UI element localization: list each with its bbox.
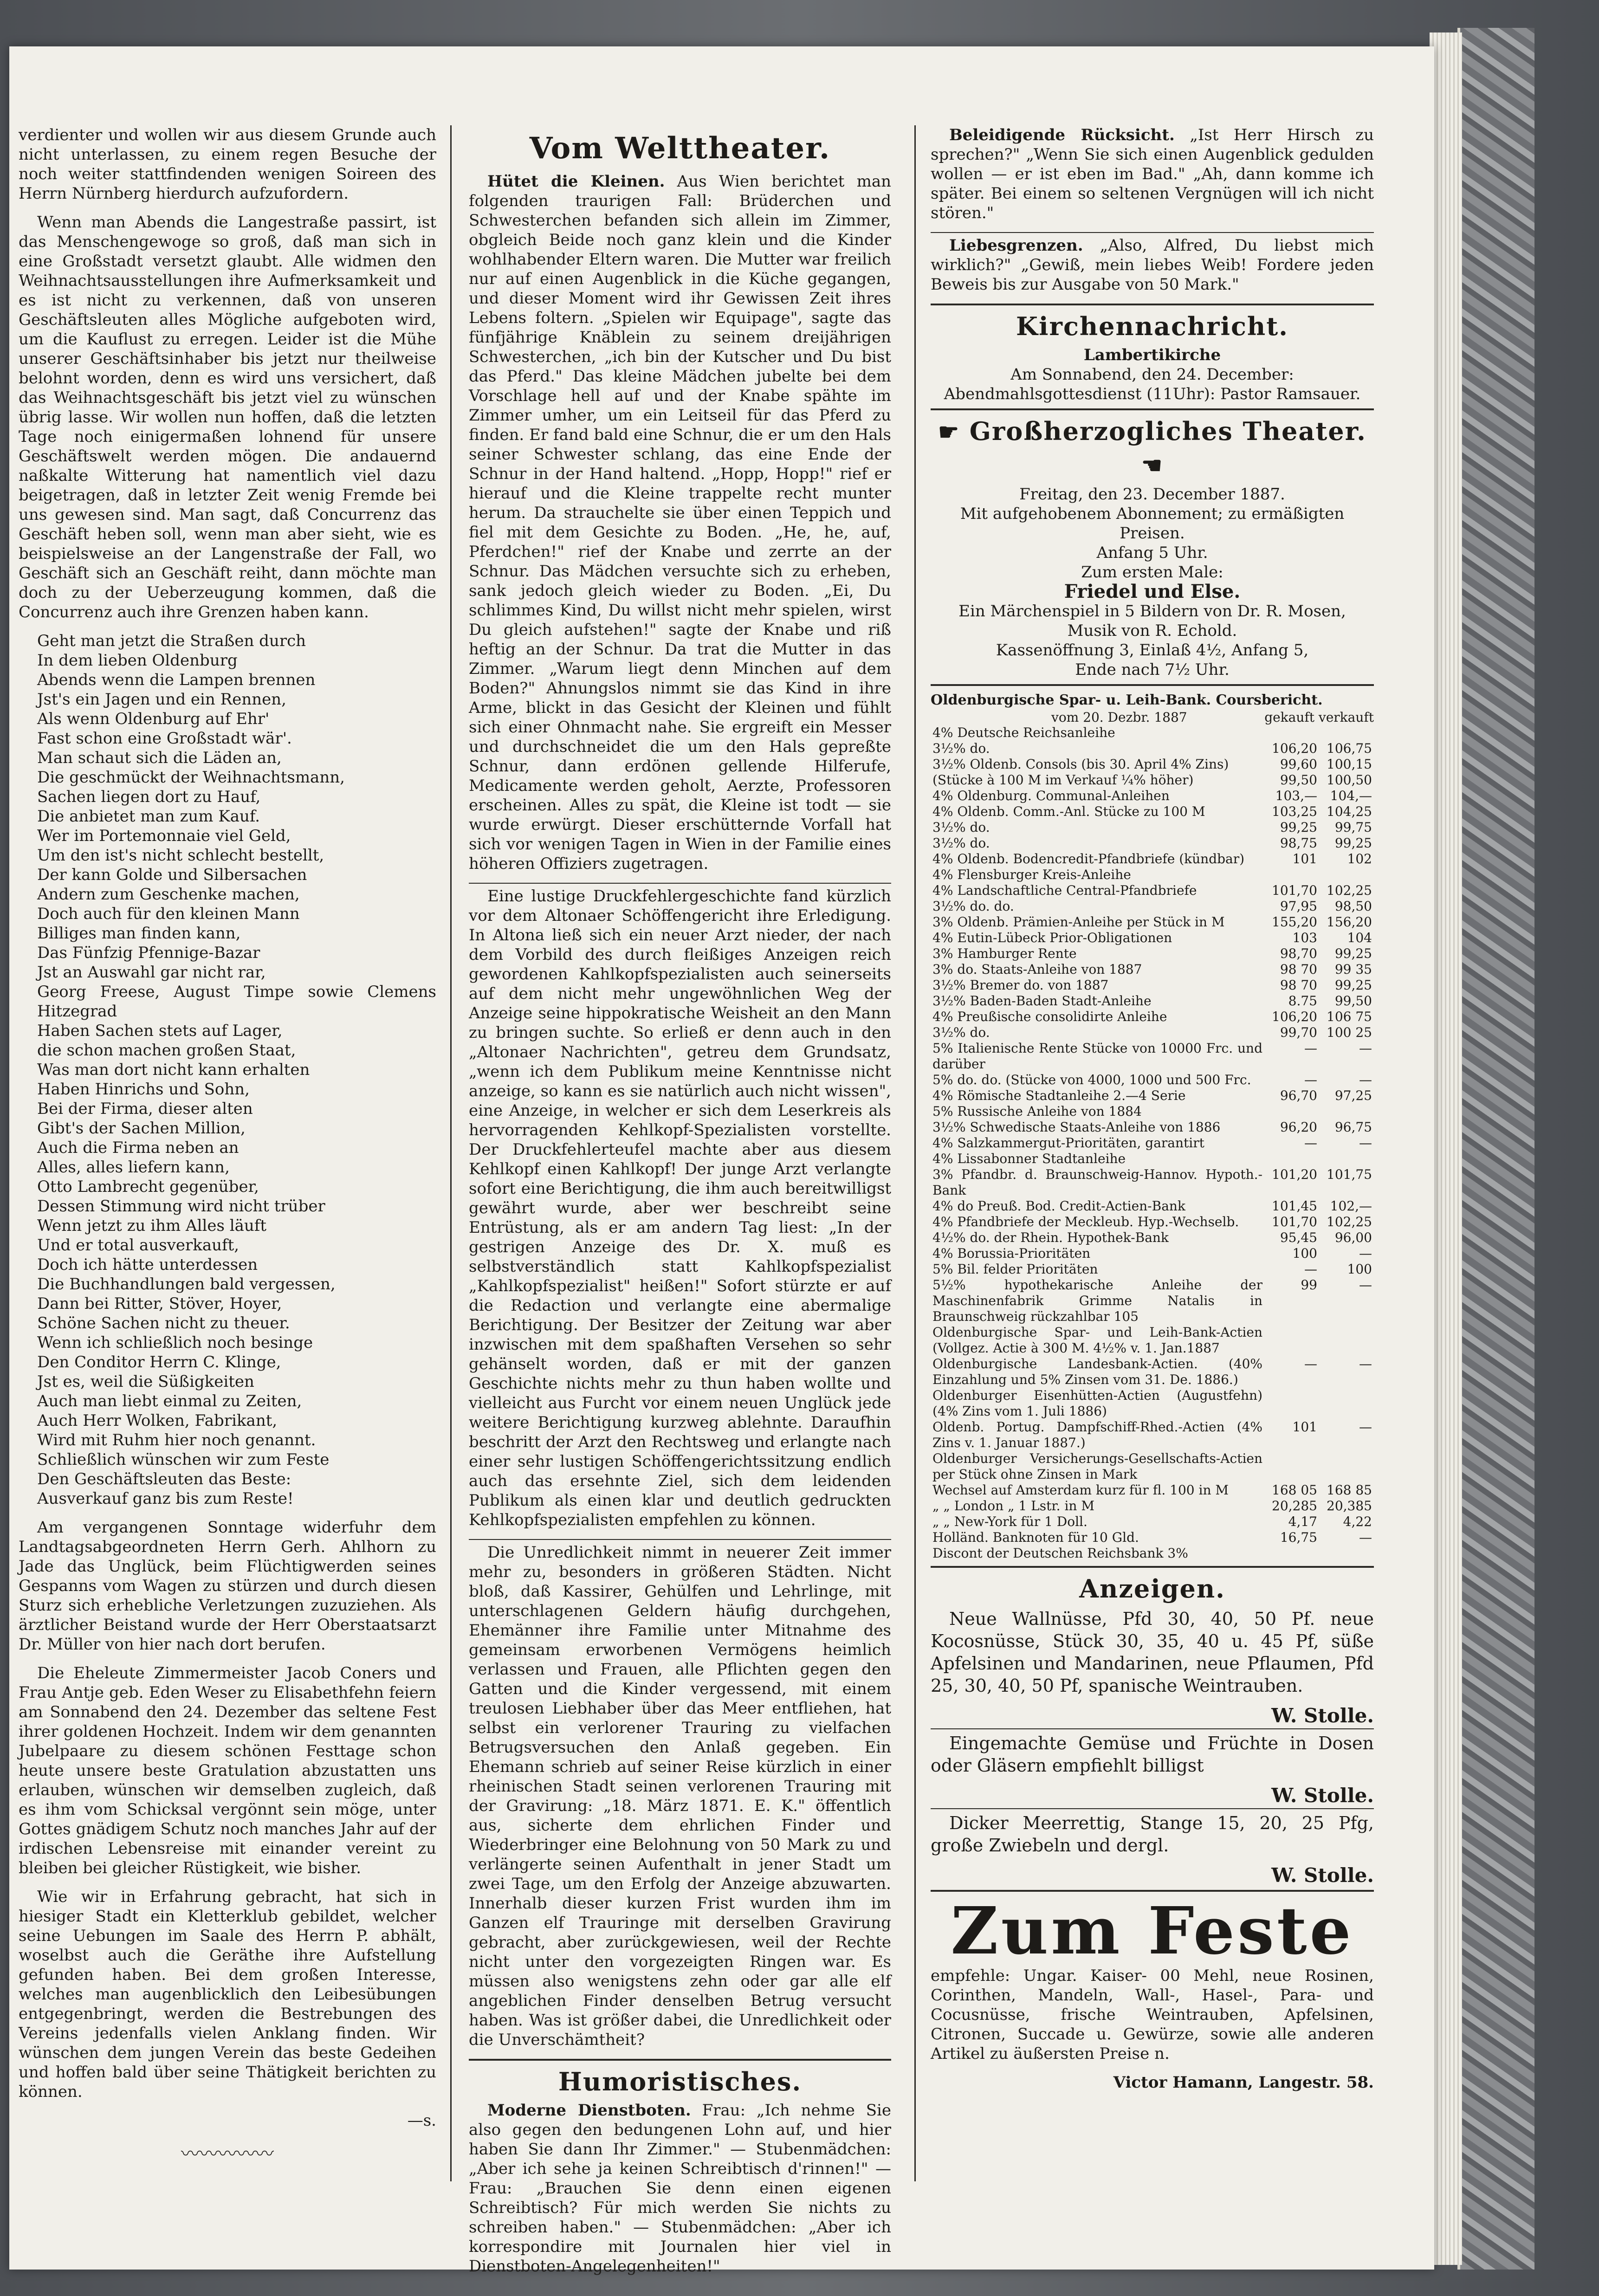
price-sell: 20,385: [1327, 1498, 1372, 1513]
divider: [469, 2059, 891, 2061]
poem-line: Was man dort nicht kann erhalten: [37, 1061, 310, 1079]
theater-line-3: Anfang 5 Uhr.: [1096, 543, 1208, 562]
table-row: [931, 1088, 1374, 1104]
security-name: 4% Oldenburg. Communal-Anleihen: [932, 788, 1170, 803]
poem-line: Die Buchhandlungen bald vergessen,: [37, 1275, 336, 1294]
ad-2: Eingemachte Gemüse und Früchte in Dosen oder Gläsern empfiehlt billigst: [931, 1733, 1374, 1776]
table-row: [931, 1419, 1374, 1451]
price-sell: [1319, 1388, 1374, 1419]
divider: [931, 304, 1374, 305]
price-buy: 98 70: [1280, 962, 1317, 977]
theater-line-8: Kassenöffnung 3, Einlaß 4½, Anfang 5,: [996, 641, 1309, 660]
table-row: [931, 788, 1374, 804]
price-buy: 95,45: [1280, 1230, 1317, 1245]
price-buy: 97,95: [1280, 899, 1317, 914]
table-row: [931, 883, 1374, 899]
price-buy: [1264, 867, 1319, 883]
price-buy: 101,70: [1272, 1214, 1317, 1229]
table-row: [931, 1072, 1374, 1088]
poem-line: Auch die Firma neben an: [37, 1138, 239, 1157]
price-sell: [1319, 1151, 1374, 1167]
ad-1: Neue Wallnüsse, Pfd 30, 40, 50 Pf. neue Kocosnüsse, Stück 30, 35, 40 u. 45 Pf, süße Apfelsinen und Mandarinen, neue Pflaumen, Pfd 25, 30, 40, 50 Pf, spanische Weintrauben.: [931, 1609, 1374, 1696]
theater-play-title: Friedel und Else.: [1064, 581, 1241, 602]
security-name: 4% Eutin-Lübeck Prior-Obligationen: [932, 930, 1172, 945]
security-name: Oldenb. Portug. Dampfschiff-Rhed.-Actien (4% Zins v. 1. Januar 1887.): [932, 1419, 1262, 1450]
ornament-divider: 〰〰〰〰〰: [181, 2143, 274, 2165]
security-name: 3% Pfandbr. d. Braunschweig-Hannov. Hypoth.-Bank: [932, 1167, 1262, 1198]
price-buy: 101,20: [1272, 1167, 1317, 1182]
table-row: [931, 1498, 1374, 1514]
price-buy: 98,75: [1280, 835, 1317, 851]
table-row: [931, 757, 1374, 772]
table-row: [931, 1230, 1374, 1246]
poem-line: Gibt's der Sachen Million,: [37, 1119, 246, 1138]
theater-line-9: Ende nach 7½ Uhr.: [1075, 660, 1230, 679]
table-row: [931, 804, 1374, 820]
joke-1: „Ist Herr Hirsch zu sprechen?" „Wenn Sie sich einen Augenblick gedulden wollen — er ist eben im Bad." „Ah, dann komme ich später. Bei einem so seltenen Vergnügen will ich nicht stören.": [931, 126, 1374, 222]
column-rule-1: [450, 125, 452, 2181]
table-row: [931, 820, 1374, 835]
security-name: Wechsel auf Amsterdam kurz für fl. 100 in M: [932, 1482, 1229, 1498]
paragraph-weihnachten: Wenn man Abends die Langestraße passirt, ist das Menschengewoge so groß, daß man sich in eine Großstadt versetzt glaubt. Alle widmen den Weihnachtsausstellungen ihre Aufmerksamkeit und es ist nicht zu verkennen, daß von unseren Geschäftsleuten alles Mögliche aufgeboten wird, um die Kauflust zu erregen. Leider ist die Mühe unserer Geschäftsinhaber bis jetzt nur theilweise belohnt worden, denn es wird uns versichert, daß das Weihnachtsgeschäft bis jetzt viel zu wünschen übrig lasse. Wir wollen nun hoffen, daß die letzten Tage noch einigermaßen lohnend für unsere Geschäftswelt werden mögen. Die andauernd naßkalte Witterung hat namentlich viel dazu beigetragen, daß in letzter Zeit wenig Fremde bei uns gewesen sind. Man sagt, daß Concurrenz das Geschäft heben soll, wenn man aber sieht, wie es beispielsweise an der Langenstraße der Fall, wo Geschäft sich an Geschäft reiht, dann möchte man doch zu der Ueberzeugung kommen, daß die Concurrenz auch ihre Grenzen haben kann.: [19, 213, 436, 621]
table-row: [931, 962, 1374, 977]
price-sell: 99,25: [1334, 946, 1372, 961]
poem-line: Jst es, weil die Süßigkeiten: [37, 1372, 254, 1391]
poem-line: Abends wenn die Lampen brennen: [37, 671, 316, 689]
table-row: [931, 1261, 1374, 1277]
security-name: 4% Landschaftliche Central-Pfandbriefe: [932, 883, 1197, 898]
security-name: 3½% do.: [932, 1025, 990, 1040]
price-buy: 103,—: [1275, 788, 1317, 803]
paragraph-goldene-hochzeit: Die Eheleute Zimmermeister Jacob Coners und Frau Antje geb. Eden Weser zu Elisabethfehn feiern am Sonnabend den 24. Dezember das seltene Fest ihrer goldenen Hochzeit. Indem wir dem genannten Jubelpaare zu diesem schönen Festtage schon heute unsere beste Gratulation abzustatten uns erlauben, wünschen wir demselben zugleich, daß es ihm vom Schicksal vergönnt sein möge, unter Gottes gnädigem Schutz noch manches Jahr auf der irdischen Lebensreise mit einander vereint zu bleiben bei gleicher Rüstigkeit, wie bisher.: [19, 1664, 436, 1877]
table-row: [931, 1325, 1374, 1356]
article-head-kleinen: Hütet die Kleinen.: [487, 172, 665, 191]
bank-col-buy: gekauft: [1264, 710, 1314, 725]
price-sell: —: [1359, 1356, 1372, 1371]
price-sell: 100: [1347, 1261, 1372, 1277]
price-buy: 103,25: [1272, 804, 1317, 819]
security-name: Holländ. Banknoten für 10 Gld.: [932, 1530, 1139, 1545]
price-buy: 99,70: [1280, 1025, 1317, 1040]
divider: [931, 684, 1374, 686]
poem-line: Auch man liebt einmal zu Zeiten,: [37, 1392, 302, 1410]
divider: [469, 1539, 891, 1540]
price-sell: 96,75: [1334, 1119, 1372, 1135]
poem-line: Andern zum Geschenke machen,: [37, 885, 300, 904]
poem-line: Wird mit Ruhm hier noch genannt.: [37, 1431, 316, 1449]
poem-line: Schließlich wünschen wir zum Feste: [37, 1450, 330, 1469]
security-name: 3% Hamburger Rente: [932, 946, 1077, 961]
security-name: 5½% hypothekarische Anleihe der Maschinenfabrik Grimme Natalis in Braunschweig rückzahlbar 105: [932, 1277, 1262, 1324]
price-sell: 97,25: [1334, 1088, 1372, 1103]
column-rule-2: [914, 125, 916, 2181]
poem-line: Haben Hinrichs und Sohn,: [37, 1080, 250, 1099]
bank-col-sell: verkauft: [1318, 710, 1374, 725]
ad-3: Dicker Meerrettig, Stange 15, 20, 25 Pfg, große Zwiebeln und dergl.: [931, 1813, 1374, 1856]
price-buy: 98 70: [1280, 977, 1317, 993]
church-sub: Lambertikirche: [1083, 346, 1221, 364]
price-buy: 99,25: [1280, 820, 1317, 835]
pointing-hand-right-icon: ☛: [938, 418, 960, 446]
table-row: [931, 1214, 1374, 1230]
table-row: [931, 1167, 1374, 1198]
security-name: 4% Borussia-Prioritäten: [932, 1246, 1091, 1261]
article-dienstboten: Frau: „Ich nehme Sie also gegen den bedungenen Lohn auf, und hier haben Sie dann Ihr Zimmer." — Stubenmädchen: „Aber ich sehe ja keinen Schreibtisch d'rinnen!" — Frau: „Brauchen Sie denn einen eigenen Schreibtisch? Für mich werden Sie nichts zu schreiben haben." — Stubenmädchen: „Aber ich korrespondire mit Journalen hier viel in Dienstboten-Angelegenheiten!": [469, 2101, 891, 2276]
table-row: [931, 1009, 1374, 1025]
feste-sig: Victor Hamann, Langestr. 58.: [1113, 2073, 1374, 2092]
price-sell: 106 75: [1327, 1009, 1372, 1024]
security-name: 3% Oldenb. Prämien-Anleihe per Stück in M: [932, 914, 1225, 930]
security-name: „ „ London „ 1 Lstr. in M: [932, 1498, 1095, 1513]
divider: [931, 1808, 1374, 1809]
theater-line-4: Zum ersten Male:: [1081, 563, 1224, 582]
article-kleinen: Aus Wien berichtet man folgenden traurigen Fall: Brüderchen und Schwesterchen befanden sich allein im Zimmer, obgleich Beide noch ganz klein und die Kinder wohlhabender Eltern waren. Die Mutter war freilich nur auf einen Augenblick in die Küche gegangen, und dieser Moment wird ihr Gewissen Zeit ihres Lebens foltern. „Spielen wir Equipage", sagte das fünfjährige Knäblein zu seinem dreijährigen Schwesterchen, „ich bin der Kutscher und Du bist das Pferd." Das kleine Mädchen jubelte bei dem Vorschlage hell auf und der Knabe spähte im Zimmer umher, um ein Leitseil für das Pferd zu finden. Er fand bald eine Schnur, die er um den Hals seiner Schwester schlang, das eine Ende der Schnur in der Hand haltend. „Hopp, Hopp!" rief er hierauf und die Kleine trappelte recht munter herum. Da strauchelte sie über einen Teppich und fiel mit dem Gesichte zu Boden. „He, he, auf, Pferdchen!" rief der Knabe und zerrte an der Schnur. Das Mädchen versuchte sich zu erheben, sank jedoch gleich wieder zu Boden. „Ei, Du schlimmes Kind, Du willst nicht mehr spielen, wirst Du gleich aufstehen!" sagte der Knabe und riß heftig an der Schnur. Da trat die Mutter in das Zimmer. „Warum liegt denn Minchen auf dem Boden?" Ahnungslos nimmt sie das Kind in ihre Arme, blickt in das Gesicht der Kleinen und fühlt sich einer Ohnmacht nahe. Sie ergreift ein Messer und durchschneidet die um den Hals gepreßte Schnur, dann erdönen gellende Hilferufe, Medicamente werden geholt, Aerzte, Professoren erscheinen. Alles zu spät, die Kleine ist todt — sie wurde erwürgt. Dieser erschütternde Vorfall hat sich vor wenigen Tagen in Wien in der Familie eines höheren Offiziers zugetragen.: [469, 172, 892, 873]
price-sell: —: [1359, 1277, 1372, 1293]
section-title-welttheater: Vom Welttheater.: [529, 131, 831, 166]
security-name: 3½% Schwedische Staats-Anleihe von 1886: [932, 1119, 1221, 1135]
price-sell: —: [1359, 1072, 1372, 1087]
security-name: 3½% Oldenb. Consols (bis 30. April 4% Zins): [932, 757, 1229, 772]
table-row: [931, 1451, 1374, 1482]
security-name: 3½% do. do.: [932, 899, 1014, 914]
price-buy: [1264, 1388, 1319, 1419]
table-row: [931, 993, 1374, 1009]
table-row: [931, 1514, 1374, 1530]
price-sell: [1319, 1546, 1374, 1561]
security-name: Oldenburger Eisenhütten-Actien (Augustfehn) (4% Zins vom 1. Juli 1886): [932, 1388, 1262, 1419]
pointing-hand-left-icon: ☚: [1141, 452, 1163, 479]
theater-title: [931, 415, 1374, 482]
price-sell: [1319, 1451, 1374, 1482]
theater-line-6: Ein Märchenspiel in 5 Bildern von Dr. R. Mosen,: [958, 602, 1346, 621]
table-row: [931, 835, 1374, 851]
security-name: 4% Preußische consolidirte Anleihe: [932, 1009, 1167, 1024]
table-row: [931, 1388, 1374, 1419]
poem-line: Wenn jetzt zu ihm Alles läuft: [37, 1216, 267, 1235]
ad-1-sig: W. Stolle.: [1271, 1704, 1374, 1727]
table-row: [931, 1546, 1374, 1561]
poem-line: Wer im Portemonnaie viel Geld,: [37, 827, 291, 845]
bank-subhead: [931, 710, 1374, 725]
price-sell: 102,25: [1327, 1214, 1372, 1229]
divider: [931, 1890, 1374, 1892]
table-row: [931, 725, 1374, 741]
price-buy: 106,20: [1272, 1009, 1317, 1024]
price-sell: 102,25: [1327, 883, 1372, 898]
price-buy: 16,75: [1280, 1530, 1317, 1545]
theater-line-2: Mit aufgehobenem Abonnement; zu ermäßigten Preisen.: [960, 504, 1345, 543]
feste-title: Zum Feste: [951, 1893, 1354, 1969]
column-2: [469, 125, 891, 2285]
price-sell: 99,25: [1334, 977, 1372, 993]
price-buy: 4,17: [1288, 1514, 1317, 1529]
price-sell: [1319, 1104, 1374, 1119]
feste-text: empfehle: Ungar. Kaiser- 00 Mehl, neue Rosinen, Corinthen, Mandeln, Wall-, Hasel-, Para- und Cocusnüsse, frische Weintrauben, Apfelsinen, Citronen, Succade u. Gewürze, sowie alle anderen Artikel zu äußersten Preise n.: [931, 1966, 1374, 2063]
table-row: [931, 1104, 1374, 1119]
security-name: (Stücke à 100 M im Verkauf ¼% höher): [932, 772, 1194, 788]
divider: [469, 883, 891, 884]
church-title: Kirchennachricht.: [1016, 311, 1288, 341]
bank-date: vom 20. Dezbr. 1887: [1051, 710, 1187, 725]
price-sell: 100,15: [1327, 757, 1372, 772]
joke-2: „Also, Alfred, Du liebst mich wirklich?" „Gewiß, mein liebes Weib! Fordere jeden Beweis bis zur Ausgabe von 50 Mark.": [931, 236, 1374, 294]
price-sell: 99,25: [1334, 835, 1372, 851]
poem-line: Um den ist's nicht schlecht bestellt,: [37, 846, 324, 865]
church-line-2: Abendmahlsgottesdienst (11Uhr): Pastor Ramsauer.: [944, 385, 1361, 403]
price-buy: 96,20: [1280, 1119, 1317, 1135]
poem-line: Man schaut sich die Läden an,: [37, 749, 282, 767]
price-buy: [1264, 1546, 1319, 1561]
security-name: 5% do. do. (Stücke von 4000, 1000 und 500 Frc.: [932, 1072, 1251, 1087]
price-buy: —: [1304, 1356, 1317, 1371]
divider: [931, 408, 1374, 410]
security-name: 4% Salzkammergut-Prioritäten, garantirt: [932, 1135, 1204, 1151]
poem-line: Der kann Golde und Silbersachen: [37, 866, 307, 884]
table-row: [931, 1041, 1374, 1072]
poem-line: Geht man jetzt die Straßen durch: [37, 632, 306, 650]
table-row: [931, 930, 1374, 946]
price-buy: —: [1304, 1041, 1317, 1056]
poem-line: Otto Lambrecht gegenüber,: [37, 1177, 259, 1196]
price-buy: [1264, 1151, 1319, 1167]
poem-line: Das Fünfzig Pfennige-Bazar: [37, 944, 260, 962]
poem-line: Wenn ich schließlich noch besinge: [37, 1333, 313, 1352]
price-sell: 96,00: [1334, 1230, 1372, 1245]
price-buy: [1264, 1325, 1319, 1356]
poem-line: Doch ich hätte unterdessen: [37, 1255, 258, 1274]
price-buy: —: [1304, 1261, 1317, 1277]
price-sell: [1319, 867, 1374, 883]
security-name: 4½% do. der Rhein. Hypothek-Bank: [932, 1230, 1169, 1245]
price-buy: —: [1304, 1135, 1317, 1151]
price-buy: 100: [1292, 1246, 1317, 1261]
price-buy: 103: [1292, 930, 1317, 945]
church-line-1: Am Sonnabend, den 24. December:: [1010, 365, 1294, 384]
security-name: 5% Bil. felder Prioritäten: [932, 1261, 1098, 1277]
price-sell: 104: [1347, 930, 1372, 945]
poem-line: Ausverkauf ganz bis zum Reste!: [37, 1489, 294, 1508]
security-name: 3½% Baden-Baden Stadt-Anleihe: [932, 993, 1152, 1009]
price-sell: 102,—: [1330, 1198, 1372, 1214]
security-name: 3½% do.: [932, 820, 990, 835]
poem-line: Billiges man finden kann,: [37, 924, 241, 943]
poem-line: Und er total ausverkauft,: [37, 1236, 240, 1255]
price-buy: 101: [1292, 851, 1317, 867]
price-sell: 98,50: [1334, 899, 1372, 914]
book-cover-edge: [1457, 28, 1534, 2270]
table-row: [931, 977, 1374, 993]
poem-line: Jst's ein Jagen und ein Rennen,: [37, 690, 286, 709]
column-3: [931, 125, 1374, 2092]
table-row: [931, 851, 1374, 867]
price-buy: 155,20: [1272, 914, 1317, 930]
poem-line: Jst an Auswahl gar nicht rar,: [37, 963, 266, 982]
divider: [931, 232, 1374, 233]
table-row: [931, 1119, 1374, 1135]
poem-line: Schöne Sachen nicht zu theuer.: [37, 1314, 290, 1332]
column-1: [19, 125, 436, 2164]
price-sell: [1319, 725, 1374, 741]
price-sell: 101,75: [1327, 1167, 1372, 1182]
price-sell: [1319, 1325, 1374, 1356]
price-buy: [1264, 725, 1319, 741]
price-buy: 101: [1292, 1419, 1317, 1435]
price-sell: —: [1359, 1041, 1372, 1056]
price-sell: 168 85: [1327, 1482, 1372, 1498]
ad-2-sig: W. Stolle.: [1271, 1784, 1374, 1807]
price-sell: 99,75: [1334, 820, 1372, 835]
page-stack-edge: [1430, 32, 1462, 2265]
price-buy: 101,70: [1272, 883, 1317, 898]
price-sell: 99,50: [1334, 993, 1372, 1009]
table-row: [931, 1482, 1374, 1498]
security-name: 4% Römische Stadtanleihe 2.—4 Serie: [932, 1088, 1186, 1103]
table-row: [931, 1530, 1374, 1546]
article-druckfehler: Eine lustige Druckfehlergeschichte fand kürzlich vor dem Altonaer Schöffengericht ihre Erledigung. In Altona ließ sich ein neuer Arzt nieder, der nach dem Vorbild des durch fleißiges Anzeigen reich gewordenen Kahlkopfspezialisten auch seinerseits auf dem nicht mehr ungewöhnlichen Weg der Anzeige seine hippokratische Weisheit an den Mann zu bringen suchte. So erließ er denn auch in den „Altonaer Nachrichten", getreu dem Grundsatz, „wenn ich dem Publikum meine Kenntnisse nicht anzeige, so kann es sie natürlich auch nicht wissen", eine Anzeige, in welcher er sich dem Leserkreis als hervorragenden Kehlkopf-Spezialisten vorstellte. Der Druckfehlerteufel machte aber aus diesem Kehlkopf einen Kahlkopf! Der junge Arzt verlangte sofort eine Berichtigung, die ihm auch bereitwilligst gewährt wurde, aber wer beschreibt seine Entrüstung, als er am andern Tag liest: „In der gestrigen Anzeige des Dr. X. muß es selbstverständlich statt Kahlkopfspezialist „Kahlkopfspezialist" heißen!" Sofort stürzte er auf die Redaction und verlangte eine abermalige Berichtigung. Der Besitzer der Zeitung war aber inzwischen mit dem spaßhaften Versehen so sehr gehänselt worden, daß er mit der ganzen Geschichte nichts mehr zu thun haben wollte und vielleicht aus Furcht vor einem neuen Unglück jede weitere Berichtigung kurzweg ablehnte. Daraufhin beschritt der Arzt den Rechtsweg und erlangte nach einer sehr lustigen Schöffengerichtssitzung endlich auch das ersehnte Ziel, sich dem leidenden Publikum als einen klar und deutlich gedruckten Kehlkopfspezialisten empfehlen zu können.: [469, 887, 891, 1529]
price-sell: 156,20: [1327, 914, 1372, 930]
section-title-humoristisches: Humoristisches.: [558, 2067, 802, 2096]
theater-line-1: Freitag, den 23. December 1887.: [1019, 485, 1285, 504]
poem-line: In dem lieben Oldenburg: [37, 651, 238, 670]
security-name: 3½% do.: [932, 835, 990, 851]
table-row: [931, 1277, 1374, 1325]
price-sell: 100 25: [1327, 1025, 1372, 1040]
price-sell: 100,50: [1327, 772, 1372, 788]
security-name: 5% Italienische Rente Stücke von 10000 Frc. und darüber: [932, 1041, 1262, 1072]
table-row: [931, 1151, 1374, 1167]
article-unredlichkeit: Die Unredlichkeit nimmt in neuerer Zeit immer mehr zu, besonders in größeren Städten. Nicht bloß, daß Kassirer, Gehülfen und Lehrlinge, mit unterschlagenen Geldern häufig durchgehen, Ehemänner ihre Familie unter Mitnahme des gemeinsam erworbenen Vermögens heimlich verlassen und Frauen, alle Pflichten gegen den Gatten und die Kinder vergessend, mit einem treulosen Liebhaber über das Meer entfliehen, hat selbst ein verlorener Trauring zu vielfachen Betrugsversuchen den Anlaß gegeben. Ein Ehemann schrieb auf seiner Reise kürzlich in einer rheinischen Stadt seinen verlorenen Trauring mit der Gravirung: „18. März 1871. E. K." öffentlich aus, sicherte dem ehrlichen Finder und Wiederbringer eine Belohnung von 50 Mark zu und verlängerte seinen Aufenthalt in jener Stadt um zwei Tage, um den Erfolg der Anzeige abzuwarten. Innerhalb dieser kurzen Frist wurden ihm im Ganzen elf Trauringe mit derselben Gravirung gebracht, aber zurückgewiesen, weil der Rechte nicht unter den vorgezeigten Ringen war. Es müssen also wenigstens zehn oder gar alle elf angeblichen Finder denselben Betrug versucht haben. Was ist größer dabei, die Unredlichkeit oder die Unverschämtheit?: [469, 1543, 891, 2049]
table-row: [931, 899, 1374, 914]
security-name: Oldenburger Versicherungs-Gesellschafts-Actien per Stück ohne Zinsen in Mark: [932, 1451, 1262, 1482]
price-sell: 99 35: [1334, 962, 1372, 977]
price-buy: 99,50: [1280, 772, 1317, 788]
bank-col-headers: [1264, 710, 1374, 725]
bank-title: Oldenburgische Spar- u. Leih-Bank. Coursbericht.: [931, 692, 1323, 708]
price-buy: 101,45: [1272, 1198, 1317, 1214]
price-sell: —: [1359, 1246, 1372, 1261]
table-row: [931, 1356, 1374, 1388]
table-row: [931, 914, 1374, 930]
divider: [931, 1728, 1374, 1729]
poem-line: Auch Herr Wolken, Fabrikant,: [37, 1411, 278, 1430]
poem-line: Doch auch für den kleinen Mann: [37, 905, 300, 923]
security-name: 4% do Preuß. Bod. Credit-Actien-Bank: [932, 1198, 1185, 1214]
price-buy: 98,70: [1280, 946, 1317, 961]
newspaper-page: [9, 46, 1434, 2276]
table-row: [931, 1246, 1374, 1261]
poem-line: Als wenn Oldenburg auf Ehr': [37, 710, 270, 728]
joke-head-2: Liebesgrenzen.: [949, 236, 1083, 255]
paragraph-kletterklub: Wie wir in Erfahrung gebracht, hat sich in hiesiger Stadt ein Kletterklub gebildet, welcher seine Uebungen im Saale des Herrn P. abhält, woselbst auch die Geräthe ihre Aufstellung gefunden haben. Bei dem großen Interesse, welches man augenblicklich den Leibesübungen entgegenbringt, werden die Bestrebungen des Vereins jedenfalls vielen Anklang finden. Wir wünschen dem jungen Verein das beste Gedeihen und hoffen bald über seine Thätigkeit berichten zu können.: [19, 1888, 436, 2101]
security-name: Oldenburgische Spar- und Leih-Bank-Actien (Vollgez. Actie à 300 M. 4½% v. 1. Jan.1887: [932, 1325, 1262, 1356]
security-name: 3½% Bremer do. von 1887: [932, 977, 1109, 993]
price-sell: —: [1359, 1419, 1372, 1435]
theater-line-7: Musik von R. Echold.: [1067, 621, 1237, 640]
price-sell: 4,22: [1343, 1514, 1372, 1529]
security-name: 4% Deutsche Reichsanleihe: [932, 725, 1115, 740]
poem-line: Bei der Firma, dieser alten: [37, 1099, 253, 1118]
table-row: [931, 1198, 1374, 1214]
poem-line: Haben Sachen stets auf Lager,: [37, 1022, 283, 1040]
poem-line: Fast schon eine Großstadt wär'.: [37, 729, 292, 748]
price-buy: 168 05: [1272, 1482, 1317, 1498]
table-row: [931, 741, 1374, 757]
poem-line: Den Geschäftsleuten das Beste:: [37, 1470, 291, 1488]
poem-line: Alles, alles liefern kann,: [37, 1158, 230, 1177]
price-buy: 20,285: [1272, 1498, 1317, 1513]
security-name: 4% Lissabonner Stadtanleihe: [932, 1151, 1126, 1166]
poem-line: die schon machen großen Staat,: [37, 1041, 296, 1060]
intro-paragraph: verdienter und wollen wir aus diesem Grunde auch nicht unterlassen, zu einem regen Besuche der noch weiter stattfindenden wenigen Soireen des Herrn Nürnberg hierdurch aufzufordern.: [19, 126, 436, 203]
security-name: 4% Flensburger Kreis-Anleihe: [932, 867, 1131, 882]
article-head-dienstboten: Moderne Dienstboten.: [487, 2101, 691, 2120]
table-row: [931, 867, 1374, 883]
security-name: 4% Oldenb. Bodencredit-Pfandbriefe (kündbar): [932, 851, 1244, 867]
poem-line: Die geschmückt der Weihnachtsmann,: [37, 768, 345, 787]
paragraph-ahlhorn: Am vergangenen Sonntage widerfuhr dem Landtagsabgeordneten Herrn Gerh. Ahlhorn zu Jade das Unglück, beim Flüchtigwerden seines Gespanns vom Wagen zu stürzen und durch diesen Sturz sich erhebliche Verletzungen zuzuziehen. Als ärztlicher Beistand wurde der Herr Oberstaatsarzt Dr. Müller von hier nach dort berufen.: [19, 1518, 436, 1654]
security-name: 4% Oldenb. Comm.-Anl. Stücke zu 100 M: [932, 804, 1205, 819]
poem-line: Sachen liegen dort zu Hauf,: [37, 788, 261, 806]
poem-line: Dann bei Ritter, Stöver, Hoyer,: [37, 1294, 282, 1313]
price-buy: 8.75: [1288, 993, 1317, 1009]
price-buy: 106,20: [1272, 741, 1317, 756]
security-name: 3½% do.: [932, 741, 990, 756]
joke-head-1: Beleidigende Rücksicht.: [949, 126, 1175, 144]
table-row: [931, 1135, 1374, 1151]
divider: [931, 1566, 1374, 1568]
price-buy: —: [1304, 1072, 1317, 1087]
price-sell: 104,25: [1327, 804, 1372, 819]
price-buy: [1264, 1451, 1319, 1482]
table-row: [931, 772, 1374, 788]
ad-3-sig: W. Stolle.: [1271, 1864, 1374, 1887]
poem-line: Den Conditor Herrn C. Klinge,: [37, 1353, 281, 1371]
poem-line: Dessen Stimmung wird nicht trüber: [37, 1197, 325, 1216]
theater-title-text: Großherzogliches Theater.: [969, 416, 1366, 446]
price-buy: 99,60: [1280, 757, 1317, 772]
security-name: Oldenburgische Landesbank-Actien. (40% Einzahlung und 5% Zinsen vom 31. De. 1886.): [932, 1356, 1262, 1387]
price-sell: —: [1359, 1135, 1372, 1151]
signature: —s.: [407, 2111, 436, 2130]
bank-table: [931, 725, 1374, 1561]
security-name: 3% do. Staats-Anleihe von 1887: [932, 962, 1142, 977]
price-buy: 99: [1301, 1277, 1317, 1293]
price-sell: 102: [1347, 851, 1372, 867]
poem: [37, 631, 436, 1508]
poem-line: Georg Freese, August Timpe sowie Clemens Hitzegrad: [37, 983, 436, 1021]
price-sell: —: [1359, 1530, 1372, 1545]
security-name: 4% Pfandbriefe der Meckleub. Hyp.-Wechselb.: [932, 1214, 1239, 1229]
price-sell: 104,—: [1330, 788, 1372, 803]
table-row: [931, 946, 1374, 962]
security-name: „ „ New-York für 1 Doll.: [932, 1514, 1088, 1529]
ads-title: Anzeigen.: [1079, 1574, 1225, 1604]
price-buy: 96,70: [1280, 1088, 1317, 1103]
security-name: 5% Russische Anleihe von 1884: [932, 1104, 1142, 1119]
price-buy: [1264, 1104, 1319, 1119]
table-row: [931, 1025, 1374, 1041]
poem-line: Die anbietet man zum Kauf.: [37, 807, 260, 826]
security-name: Discont der Deutschen Reichsbank 3%: [932, 1546, 1188, 1561]
price-sell: 106,75: [1327, 741, 1372, 756]
